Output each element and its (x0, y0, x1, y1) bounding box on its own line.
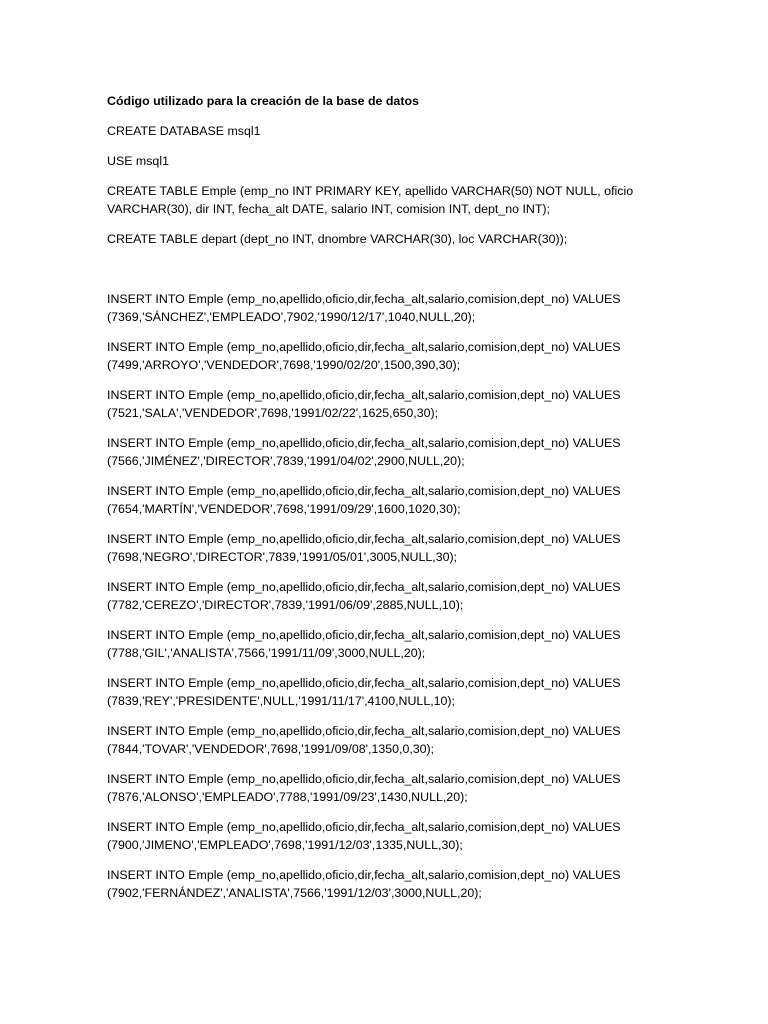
insert-line-2: (7521,'SALA','VENDEDOR',7698,'1991/02/22',1625,650,30); (107, 406, 439, 420)
insert-line-2: (7844,'TOVAR','VENDEDOR',7698,'1991/09/08',1350,0,30); (107, 742, 435, 756)
insert-line-1: INSERT INTO Emple (emp_no,apellido,oficio,dir,fecha_alt,salario,comision,dept_no) VALUES (107, 292, 621, 306)
create-emple-statement: CREATE TABLE Emple (emp_no INT PRIMARY KEY, apellido VARCHAR(50) NOT NULL, oficio VARCHAR(30), dir INT, fecha_alt DATE, salario INT, comision INT, dept_no INT); (107, 184, 634, 216)
insert-statement (107, 674, 647, 710)
document-page (107, 92, 647, 914)
insert-statement (107, 866, 647, 902)
blank-line (107, 260, 647, 290)
insert-statement (107, 722, 647, 758)
insert-line-1: INSERT INTO Emple (emp_no,apellido,oficio,dir,fecha_alt,salario,comision,dept_no) VALUES (107, 340, 621, 354)
insert-line-2: (7900,'JIMENO','EMPLEADO',7698,'1991/12/03',1335,NULL,30); (107, 838, 463, 852)
insert-statement (107, 482, 647, 518)
insert-statement (107, 770, 647, 806)
insert-line-1: INSERT INTO Emple (emp_no,apellido,oficio,dir,fecha_alt,salario,comision,dept_no) VALUES (107, 580, 621, 594)
insert-line-1: INSERT INTO Emple (emp_no,apellido,oficio,dir,fecha_alt,salario,comision,dept_no) VALUES (107, 388, 621, 402)
document-heading: Código utilizado para la creación de la base de datos (107, 94, 419, 108)
insert-statement (107, 578, 647, 614)
insert-line-2: (7654,'MARTÍN','VENDEDOR',7698,'1991/09/29',1600,1020,30); (107, 502, 461, 516)
insert-line-1: INSERT INTO Emple (emp_no,apellido,oficio,dir,fecha_alt,salario,comision,dept_no) VALUES (107, 820, 621, 834)
create-database-statement: CREATE DATABASE msql1 (107, 124, 261, 138)
insert-line-2: (7782,'CEREZO','DIRECTOR',7839,'1991/06/09',2885,NULL,10); (107, 598, 464, 612)
insert-line-2: (7566,'JIMÉNEZ','DIRECTOR',7839,'1991/04/02',2900,NULL,20); (107, 454, 465, 468)
insert-line-2: (7839,'REY','PRESIDENTE',NULL,'1991/11/17',4100,NULL,10); (107, 694, 456, 708)
insert-line-1: INSERT INTO Emple (emp_no,apellido,oficio,dir,fecha_alt,salario,comision,dept_no) VALUES (107, 628, 621, 642)
insert-statement (107, 434, 647, 470)
insert-statement (107, 338, 647, 374)
insert-line-2: (7698,'NEGRO','DIRECTOR',7839,'1991/05/01',3005,NULL,30); (107, 550, 458, 564)
insert-line-1: INSERT INTO Emple (emp_no,apellido,oficio,dir,fecha_alt,salario,comision,dept_no) VALUES (107, 532, 621, 546)
insert-line-1: INSERT INTO Emple (emp_no,apellido,oficio,dir,fecha_alt,salario,comision,dept_no) VALUES (107, 868, 621, 882)
insert-line-2: (7788,'GIL','ANALISTA',7566,'1991/11/09',3000,NULL,20); (107, 646, 426, 660)
insert-statement (107, 386, 647, 422)
insert-statement (107, 818, 647, 854)
insert-line-2: (7876,'ALONSO','EMPLEADO',7788,'1991/09/23',1430,NULL,20); (107, 790, 468, 804)
insert-line-1: INSERT INTO Emple (emp_no,apellido,oficio,dir,fecha_alt,salario,comision,dept_no) VALUES (107, 724, 621, 738)
use-database-statement: USE msql1 (107, 154, 169, 168)
insert-line-2: (7369,'SÁNCHEZ','EMPLEADO',7902,'1990/12/17',1040,NULL,20); (107, 310, 476, 324)
insert-line-2: (7499,'ARROYO','VENDEDOR',7698,'1990/02/20',1500,390,30); (107, 358, 461, 372)
insert-line-1: INSERT INTO Emple (emp_no,apellido,oficio,dir,fecha_alt,salario,comision,dept_no) VALUES (107, 676, 621, 690)
insert-line-1: INSERT INTO Emple (emp_no,apellido,oficio,dir,fecha_alt,salario,comision,dept_no) VALUES (107, 772, 621, 786)
insert-line-2: (7902,'FERNÁNDEZ','ANALISTA',7566,'1991/12/03',3000,NULL,20); (107, 886, 482, 900)
insert-line-1: INSERT INTO Emple (emp_no,apellido,oficio,dir,fecha_alt,salario,comision,dept_no) VALUES (107, 484, 621, 498)
insert-statement (107, 530, 647, 566)
insert-statement (107, 290, 647, 326)
create-depart-statement: CREATE TABLE depart (dept_no INT, dnombre VARCHAR(30), loc VARCHAR(30)); (107, 232, 568, 246)
insert-statement (107, 626, 647, 662)
insert-line-1: INSERT INTO Emple (emp_no,apellido,oficio,dir,fecha_alt,salario,comision,dept_no) VALUES (107, 436, 621, 450)
